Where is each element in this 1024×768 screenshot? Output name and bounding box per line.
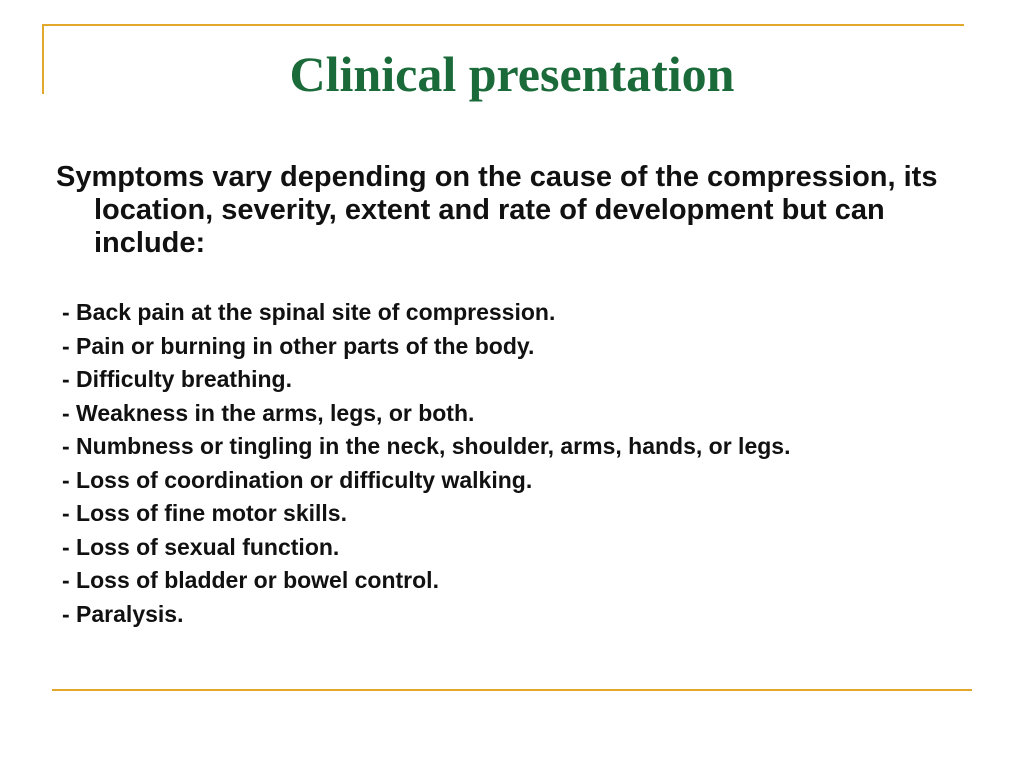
list-item: - Loss of coordination or difficulty walking. xyxy=(62,466,533,493)
list-item: - Loss of bladder or bowel control. xyxy=(62,567,439,593)
list-item: - Weakness in the arms, legs, or both. xyxy=(62,399,475,426)
list-item: - Loss of fine motor skills. xyxy=(62,500,347,526)
list-item: - Difficulty breathing. xyxy=(62,366,292,392)
list-item: - Paralysis. xyxy=(62,600,184,627)
top-rule xyxy=(43,24,964,26)
list-item: - Numbness or tingling in the neck, shoulder, arms, hands, or legs. xyxy=(62,433,791,459)
symptom-list xyxy=(62,299,942,634)
list-item: - Pain or burning in other parts of the body. xyxy=(62,332,535,359)
slide-title: Clinical presentation xyxy=(289,46,735,102)
intro-paragraph: Symptoms vary depending on the cause of the compression, its location, severity, extent and rate of development but can include: xyxy=(56,161,938,259)
list-item: - Loss of sexual function. xyxy=(62,533,340,560)
list-item: - Back pain at the spinal site of compression. xyxy=(62,299,556,325)
bottom-rule xyxy=(52,689,972,691)
